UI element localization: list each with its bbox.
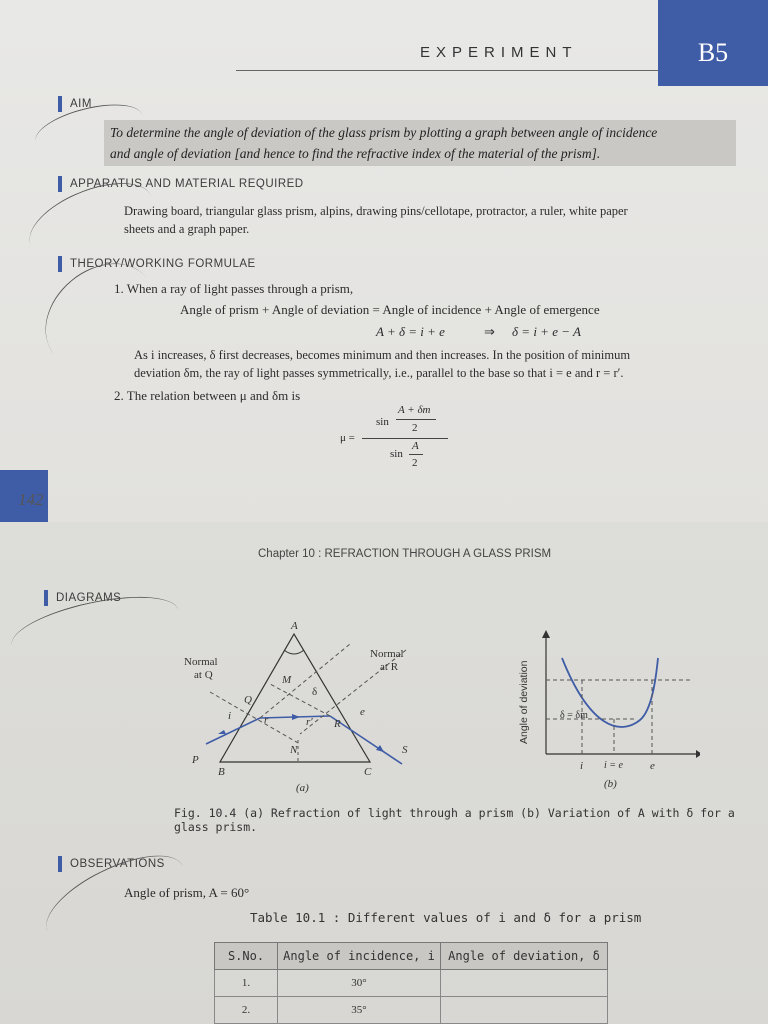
main-fraction-bar — [362, 438, 448, 439]
theory-item-1-lead: When a ray of light passes through a prism, — [126, 281, 354, 296]
theory-equation-2a: A + δ = i + e — [376, 324, 445, 339]
label-normal-r-1: Normal — [370, 648, 404, 660]
label-delta: δ — [312, 686, 318, 698]
theory-note — [134, 346, 744, 382]
numerator-fraction-bottom: 2 — [412, 422, 418, 434]
aim-line-2: and angle of deviation [and hence to find the refractive index of the material of the prism]. — [110, 146, 601, 161]
theory-item-2-number: 2. — [114, 388, 124, 403]
sub-caption-b: (b) — [604, 778, 617, 790]
mu-equals: μ = — [340, 432, 355, 444]
numerator-fraction-top: A + δm — [398, 404, 431, 416]
implies-arrow: ⇒ — [484, 324, 495, 339]
sin-numerator: sin — [376, 416, 389, 428]
page-number: 142 — [18, 490, 44, 509]
experiment-code-badge: B5 — [658, 0, 768, 86]
label-b: B — [218, 766, 225, 778]
chapter-header: Chapter 10 : REFRACTION THROUGH A GLASS PRISM — [258, 548, 552, 560]
figure-caption: Fig. 10.4 (a) Refraction of light through a prism (b) Variation of A with δ for a glass prism. — [174, 806, 735, 834]
label-a: A — [291, 620, 298, 632]
label-normal-q-2: at Q — [194, 669, 213, 681]
cell-sno: 1. — [215, 970, 278, 997]
prism-triangle — [220, 634, 370, 762]
prism-angle-arc — [284, 650, 304, 654]
refractive-index-formula — [340, 402, 460, 474]
diagrams-heading: DIAGRAMS — [44, 590, 121, 606]
label-normal-q-1: Normal — [184, 656, 218, 668]
label-p: P — [192, 754, 199, 766]
table-row — [215, 970, 608, 997]
observations-heading: OBSERVATIONS — [58, 856, 165, 872]
sin-denominator: sin — [390, 448, 403, 460]
graph-x-ie: i = e — [604, 760, 623, 771]
label-n: N — [290, 744, 298, 756]
denominator-fraction-top: A — [412, 440, 419, 452]
table-row — [215, 997, 608, 1024]
apparatus-line-2: sheets and a graph paper. — [124, 222, 250, 236]
label-s: S — [402, 744, 408, 756]
aim-text-box — [104, 120, 736, 166]
aim-line-1: To determine the angle of deviation of the glass prism by plotting a graph between angle of incidence — [110, 125, 658, 140]
sub-caption-a: (a) — [296, 782, 309, 794]
cell-sno: 2. — [215, 997, 278, 1024]
label-c: C — [364, 766, 372, 778]
graph-y-label: Angle of deviation — [518, 660, 530, 744]
incident-ray-arrow — [218, 730, 226, 734]
deviation-graph — [540, 628, 700, 778]
denominator-fraction-bar — [409, 454, 423, 455]
theory-note-line-2: deviation δm, the ray of light passes symmetrically, i.e., parallel to the base so that i = e and r = r′. — [134, 366, 624, 380]
refracted-ray-arrow — [292, 714, 300, 720]
graph-x-i: i — [580, 760, 584, 772]
label-r: r — [264, 714, 269, 726]
theory-equation-1: Angle of prism + Angle of deviation = Angle of incidence + Angle of emergence — [180, 302, 600, 317]
theory-equation-2b: δ = i + e − A — [512, 324, 581, 339]
apparatus-text — [124, 202, 744, 238]
theory-item-1-lead-row — [114, 280, 353, 298]
theory-note-line-1: As i increases, δ first decreases, becomes minimum and then increases. In the position of minimum — [134, 348, 631, 362]
table-header-row — [215, 943, 608, 970]
numerator-fraction-bar — [396, 419, 436, 420]
graph-delta-m-label: δ = δm — [560, 710, 588, 721]
theory-item-2-text: The relation between μ and δm is — [126, 388, 301, 403]
page-next — [0, 522, 768, 1024]
header-rule — [236, 70, 658, 71]
label-q: Q — [244, 694, 252, 706]
cell-deviation — [441, 997, 608, 1024]
prism-diagram — [170, 610, 430, 800]
table-title: Table 10.1 : Different values of i and δ for a prism — [250, 910, 642, 925]
col-angle-incidence: Angle of incidence, i — [278, 943, 441, 970]
denominator-fraction-bottom: 2 — [412, 457, 418, 469]
col-sno: S.No. — [215, 943, 278, 970]
experiment-label: EXPERIMENT — [420, 44, 578, 61]
extended-incident-ray — [260, 644, 350, 718]
cell-deviation — [441, 970, 608, 997]
graph-y-arrow — [542, 630, 550, 638]
observation-table — [214, 942, 608, 1024]
cell-incidence: 35° — [278, 997, 441, 1024]
label-m: M — [282, 674, 292, 686]
label-r-point: R — [334, 718, 341, 730]
label-r-prime: r′ — [306, 716, 313, 728]
extended-emergent-ray — [270, 684, 330, 716]
theory-item-2-row — [114, 387, 300, 405]
theory-heading: THEORY/WORKING FORMULAE — [58, 256, 256, 272]
graph-x-e: e — [650, 760, 655, 772]
graph-x-arrow — [696, 750, 700, 758]
angle-of-prism: Angle of prism, A = 60° — [124, 885, 250, 900]
col-angle-deviation: Angle of deviation, δ — [441, 943, 608, 970]
cell-incidence: 30° — [278, 970, 441, 997]
aim-heading: AIM — [58, 96, 92, 112]
label-normal-r-2: at R — [380, 661, 399, 673]
emergent-ray-arrow — [376, 745, 384, 752]
label-i: i — [228, 710, 232, 722]
theory-item-1-number: 1. — [114, 281, 124, 296]
apparatus-heading: APPARATUS AND MATERIAL REQUIRED — [58, 176, 304, 192]
apparatus-line-1: Drawing board, triangular glass prism, alpins, drawing pins/cellotape, protractor, a ruler, white paper — [124, 204, 628, 218]
label-e: e — [360, 706, 365, 718]
